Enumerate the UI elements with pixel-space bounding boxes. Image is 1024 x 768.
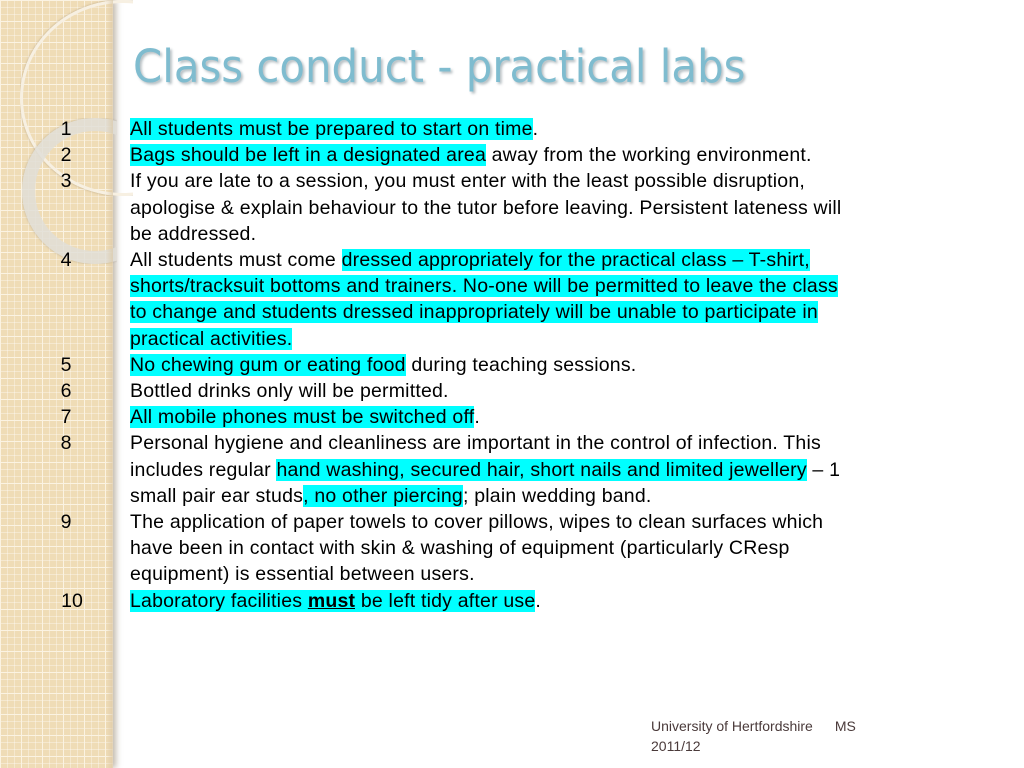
highlighted-text: All students must be prepared to start on time: [130, 118, 533, 140]
plain-text: .: [532, 118, 539, 140]
plain-text: .: [535, 589, 542, 612]
rule-number: 5: [60, 353, 72, 376]
plain-text: during teaching sessions.: [405, 353, 637, 376]
rule-text: [130, 588, 860, 614]
rule-text: [130, 247, 860, 352]
rule-item: [0, 404, 900, 430]
slide-footer: [651, 716, 911, 756]
rule-item: [0, 142, 900, 168]
rule-number: 7: [60, 406, 72, 429]
rule-number: 3: [60, 170, 72, 193]
rule-item: [0, 247, 900, 352]
rule-item: [0, 430, 900, 509]
rule-number: 1: [60, 118, 72, 140]
rule-text: [130, 168, 860, 247]
rule-number: 6: [60, 380, 72, 403]
footer-year: 2011/12: [651, 738, 701, 754]
rule-item: [0, 509, 900, 588]
slide-title: Class conduct - practical labs: [133, 40, 746, 93]
rule-item: [0, 588, 900, 614]
plain-text: Bottled drinks only will be permitted.: [130, 380, 449, 403]
plain-text: away from the working environment.: [486, 144, 812, 167]
plain-text: .: [474, 406, 480, 429]
emphasized-text: must: [307, 589, 356, 612]
rule-text: [130, 142, 860, 168]
rule-text: [130, 352, 860, 378]
rule-item: [0, 352, 900, 378]
rule-number: 8: [60, 432, 72, 455]
rule-text: [130, 116, 860, 142]
plain-text: – 1 small pair ear studs: [130, 458, 841, 507]
footer-initials: MS: [834, 718, 856, 734]
footer-institution: University of Hertfordshire: [651, 718, 813, 734]
rule-text: [130, 378, 860, 404]
highlighted-text: , no other piercing: [303, 484, 463, 507]
rule-number: 4: [60, 249, 72, 272]
highlighted-text: No chewing gum or eating food: [130, 353, 406, 376]
rules-list: [0, 116, 900, 614]
plain-text: ; plain wedding band.: [462, 484, 652, 507]
rule-item: [0, 168, 900, 247]
rule-number: 10: [61, 589, 83, 612]
highlighted-text: be left tidy after use: [355, 589, 536, 612]
rule-number: 9: [60, 511, 72, 534]
highlighted-text: All mobile phones must be switched off: [130, 406, 475, 429]
highlighted-text: Laboratory facilities: [130, 589, 308, 612]
rule-text: [130, 404, 860, 430]
highlighted-text: hand washing, secured hair, short nails and limited jewellery: [276, 458, 807, 481]
plain-text: The application of paper towels to cover pillows, wipes to clean surfaces which have been in contact with skin & washing of equipment (particularly CResp equipment) is essential between users.: [130, 511, 824, 586]
plain-text: Personal hygiene and cleanliness are important in the control of infection. This includes regular: [130, 432, 821, 481]
rule-text: [130, 509, 860, 588]
plain-text: If you are late to a session, you must enter with the least possible disruption, apologise & explain behaviour to the tutor before leaving. Persistent lateness will be addressed.: [130, 170, 842, 245]
rule-item: [0, 116, 900, 142]
highlighted-text: dressed appropriately for the practical class – T-shirt, shorts/tracksuit bottoms and trainers. No-one will be permitted to leave the class to change and students dressed inappropriately will be unable to participate in practical activities.: [130, 249, 838, 350]
plain-text: All students must come: [130, 249, 342, 272]
rule-number: 2: [60, 144, 72, 167]
rule-item: [0, 378, 900, 404]
highlighted-text: Bags should be left in a designated area: [130, 144, 487, 167]
rule-text: [130, 430, 860, 509]
